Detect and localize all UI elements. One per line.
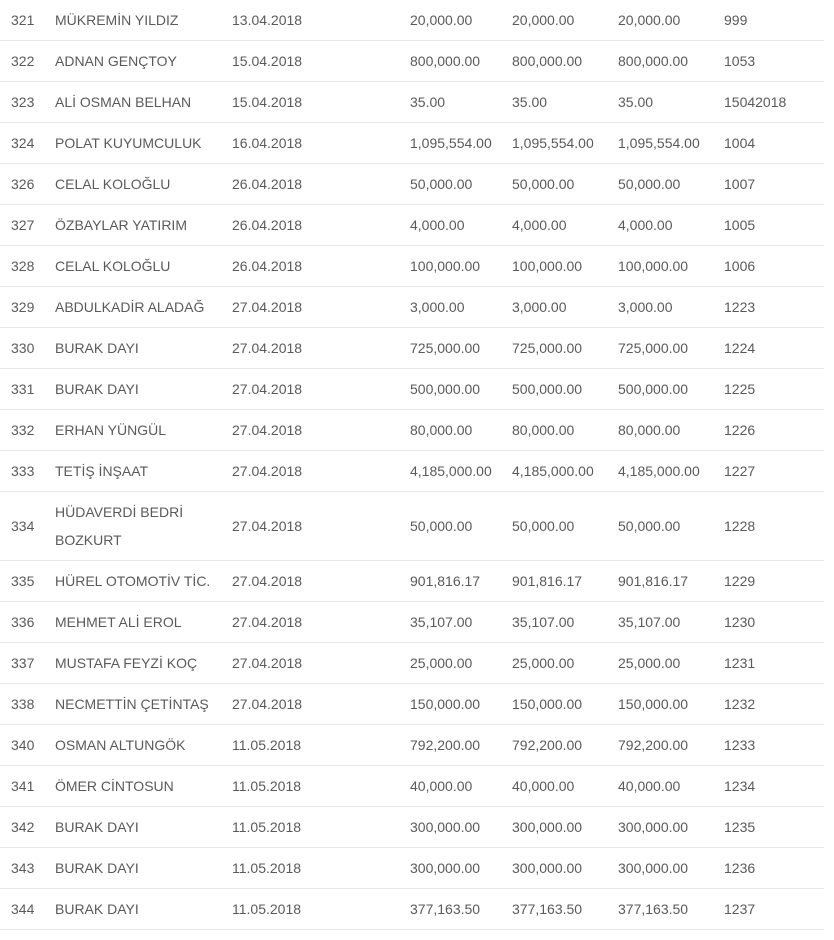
row-amount-1: 377,163.50 [410, 901, 481, 917]
table-row [0, 492, 824, 561]
row-amount-1: 1,095,554.00 [410, 135, 492, 151]
row-amount-1: 35,107.00 [410, 614, 473, 630]
row-number: 340 [11, 737, 35, 753]
row-number: 343 [11, 860, 35, 876]
table-row [0, 328, 824, 369]
row-number: 329 [11, 299, 35, 315]
row-amount-1: 901,816.17 [410, 573, 481, 589]
row-date: 27.04.2018 [232, 340, 303, 356]
row-date: 16.04.2018 [232, 135, 303, 151]
row-amount-3: 100,000.00 [618, 258, 689, 274]
row-amount-1: 3,000.00 [410, 299, 465, 315]
row-amount-3: 150,000.00 [618, 696, 689, 712]
table-row [0, 0, 824, 41]
row-amount-2: 792,200.00 [512, 737, 583, 753]
row-amount-3: 1,095,554.00 [618, 135, 700, 151]
row-amount-3: 377,163.50 [618, 901, 689, 917]
table-row [0, 848, 824, 889]
row-name: ABDULKADİR ALADAĞ [55, 299, 205, 315]
row-amount-1: 80,000.00 [410, 422, 473, 438]
row-name: BURAK DAYI [55, 340, 139, 356]
row-date: 11.05.2018 [232, 737, 302, 753]
row-date: 26.04.2018 [232, 176, 303, 192]
row-reference: 999 [724, 12, 748, 28]
row-amount-3: 20,000.00 [618, 12, 681, 28]
row-amount-2: 20,000.00 [512, 12, 575, 28]
row-amount-2: 300,000.00 [512, 819, 583, 835]
row-date: 27.04.2018 [232, 299, 303, 315]
table-row [0, 561, 824, 602]
row-amount-2: 901,816.17 [512, 573, 583, 589]
row-name: NECMETTİN ÇETİNTAŞ [55, 696, 209, 712]
row-amount-3: 800,000.00 [618, 53, 689, 69]
row-amount-1: 500,000.00 [410, 381, 481, 397]
row-reference: 1223 [724, 299, 756, 315]
row-amount-3: 300,000.00 [618, 819, 689, 835]
table-row [0, 82, 824, 123]
row-amount-2: 40,000.00 [512, 778, 575, 794]
row-number: 333 [11, 463, 35, 479]
table-row [0, 807, 824, 848]
row-amount-2: 35.00 [512, 94, 548, 110]
row-date: 27.04.2018 [232, 614, 303, 630]
row-name: MÜKREMİN YILDIZ [55, 12, 179, 28]
row-amount-2: 80,000.00 [512, 422, 575, 438]
row-number: 322 [11, 53, 35, 69]
row-number: 337 [11, 655, 35, 671]
table-row [0, 287, 824, 328]
table-row [0, 123, 824, 164]
row-date: 27.04.2018 [232, 696, 303, 712]
row-amount-2: 1,095,554.00 [512, 135, 594, 151]
row-date: 11.05.2018 [232, 819, 302, 835]
row-reference: 1233 [724, 737, 756, 753]
row-name: BURAK DAYI [55, 819, 139, 835]
table-row [0, 369, 824, 410]
row-name: BURAK DAYI [55, 901, 139, 917]
row-name: BURAK DAYI [55, 381, 139, 397]
row-amount-2: 35,107.00 [512, 614, 575, 630]
row-amount-3: 901,816.17 [618, 573, 689, 589]
table-row [0, 451, 824, 492]
table-row [0, 410, 824, 451]
row-amount-2: 50,000.00 [512, 176, 575, 192]
row-reference: 1053 [724, 53, 756, 69]
row-number: 327 [11, 217, 35, 233]
row-name: ÖZBAYLAR YATIRIM [55, 217, 187, 233]
row-date: 11.05.2018 [232, 901, 302, 917]
row-number: 331 [11, 381, 35, 397]
row-amount-1: 40,000.00 [410, 778, 473, 794]
table-row [0, 41, 824, 82]
row-reference: 1227 [724, 463, 756, 479]
row-date: 27.04.2018 [232, 422, 303, 438]
row-date: 15.04.2018 [232, 94, 303, 110]
row-name: ERHAN YÜNGÜL [55, 422, 166, 438]
row-number: 330 [11, 340, 35, 356]
row-number: 332 [11, 422, 35, 438]
table-row [0, 205, 824, 246]
row-amount-2: 150,000.00 [512, 696, 583, 712]
row-amount-1: 150,000.00 [410, 696, 481, 712]
row-amount-3: 500,000.00 [618, 381, 689, 397]
row-name: MUSTAFA FEYZİ KOÇ [55, 655, 198, 671]
row-date: 13.04.2018 [232, 12, 303, 28]
row-number: 326 [11, 176, 35, 192]
row-reference: 1006 [724, 258, 756, 274]
row-number: 334 [11, 518, 35, 534]
row-amount-1: 4,000.00 [410, 217, 465, 233]
row-amount-3: 50,000.00 [618, 176, 681, 192]
row-amount-2: 25,000.00 [512, 655, 575, 671]
row-amount-2: 725,000.00 [512, 340, 583, 356]
table-row [0, 725, 824, 766]
row-number: 328 [11, 258, 35, 274]
row-amount-3: 725,000.00 [618, 340, 689, 356]
row-amount-2: 4,000.00 [512, 217, 567, 233]
row-amount-2: 800,000.00 [512, 53, 583, 69]
row-number: 324 [11, 135, 35, 151]
row-amount-1: 800,000.00 [410, 53, 481, 69]
row-date: 26.04.2018 [232, 217, 303, 233]
row-amount-3: 792,200.00 [618, 737, 689, 753]
row-reference: 1228 [724, 518, 756, 534]
row-amount-3: 4,000.00 [618, 217, 673, 233]
row-name: POLAT KUYUMCULUK [55, 135, 202, 151]
table-row [0, 684, 824, 725]
row-reference: 1225 [724, 381, 756, 397]
row-name: CELAL KOLOĞLU [55, 176, 171, 192]
row-reference: 1232 [724, 696, 756, 712]
row-name: CELAL KOLOĞLU [55, 258, 171, 274]
row-name: MEHMET ALİ EROL [55, 614, 182, 630]
row-amount-1: 50,000.00 [410, 176, 473, 192]
row-amount-3: 3,000.00 [618, 299, 673, 315]
row-name: BURAK DAYI [55, 860, 139, 876]
table-row [0, 164, 824, 205]
row-amount-2: 4,185,000.00 [512, 463, 594, 479]
row-date: 26.04.2018 [232, 258, 303, 274]
row-amount-1: 35.00 [410, 94, 446, 110]
row-reference: 1231 [724, 655, 756, 671]
row-name: TETİŞ İNŞAAT [55, 463, 149, 479]
row-amount-3: 80,000.00 [618, 422, 681, 438]
row-amount-3: 35.00 [618, 94, 654, 110]
row-amount-2: 377,163.50 [512, 901, 583, 917]
row-date: 11.05.2018 [232, 860, 302, 876]
table-row [0, 246, 824, 287]
row-amount-3: 25,000.00 [618, 655, 681, 671]
row-amount-3: 40,000.00 [618, 778, 681, 794]
row-amount-1: 300,000.00 [410, 860, 481, 876]
row-date: 27.04.2018 [232, 573, 303, 589]
row-amount-1: 4,185,000.00 [410, 463, 492, 479]
row-amount-1: 792,200.00 [410, 737, 481, 753]
row-date: 27.04.2018 [232, 655, 303, 671]
table-row [0, 766, 824, 807]
row-number: 338 [11, 696, 35, 712]
row-name: ADNAN GENÇTOY [55, 53, 177, 69]
row-name: OSMAN ALTUNGÖK [55, 737, 186, 753]
row-amount-2: 100,000.00 [512, 258, 583, 274]
row-number: 342 [11, 819, 35, 835]
row-number: 341 [11, 778, 35, 794]
row-amount-1: 725,000.00 [410, 340, 481, 356]
row-number: 323 [11, 94, 35, 110]
row-reference: 1234 [724, 778, 756, 794]
row-amount-2: 3,000.00 [512, 299, 567, 315]
row-date: 11.05.2018 [232, 778, 302, 794]
row-name: ÖMER CİNTOSUN [55, 778, 174, 794]
row-date: 27.04.2018 [232, 381, 303, 397]
row-date: 27.04.2018 [232, 518, 303, 534]
row-reference: 1237 [724, 901, 756, 917]
row-number: 344 [11, 901, 35, 917]
table-row [0, 602, 824, 643]
row-number: 336 [11, 614, 35, 630]
table-row [0, 889, 824, 930]
row-reference: 1224 [724, 340, 756, 356]
row-amount-1: 50,000.00 [410, 518, 473, 534]
row-amount-2: 500,000.00 [512, 381, 583, 397]
row-name: HÜDAVERDİ BEDRİ BOZKURT [55, 504, 184, 548]
row-reference: 1229 [724, 573, 756, 589]
row-amount-3: 300,000.00 [618, 860, 689, 876]
row-reference: 1230 [724, 614, 756, 630]
row-name: ALİ OSMAN BELHAN [55, 94, 192, 110]
row-date: 27.04.2018 [232, 463, 303, 479]
row-amount-1: 300,000.00 [410, 819, 481, 835]
row-reference: 1007 [724, 176, 756, 192]
row-reference: 1236 [724, 860, 756, 876]
row-amount-2: 50,000.00 [512, 518, 575, 534]
table-row [0, 643, 824, 684]
row-reference: 1005 [724, 217, 756, 233]
row-reference: 1235 [724, 819, 756, 835]
row-amount-3: 50,000.00 [618, 518, 681, 534]
row-number: 335 [11, 573, 35, 589]
row-number: 321 [11, 12, 35, 28]
row-date: 15.04.2018 [232, 53, 303, 69]
row-name: HÜREL OTOMOTİV TİC. [55, 573, 211, 589]
row-reference: 1226 [724, 422, 756, 438]
row-amount-3: 35,107.00 [618, 614, 681, 630]
row-amount-2: 300,000.00 [512, 860, 583, 876]
row-amount-3: 4,185,000.00 [618, 463, 700, 479]
row-amount-1: 25,000.00 [410, 655, 473, 671]
row-reference: 1004 [724, 135, 756, 151]
row-amount-1: 100,000.00 [410, 258, 481, 274]
row-amount-1: 20,000.00 [410, 12, 473, 28]
row-reference: 15042018 [724, 94, 787, 110]
